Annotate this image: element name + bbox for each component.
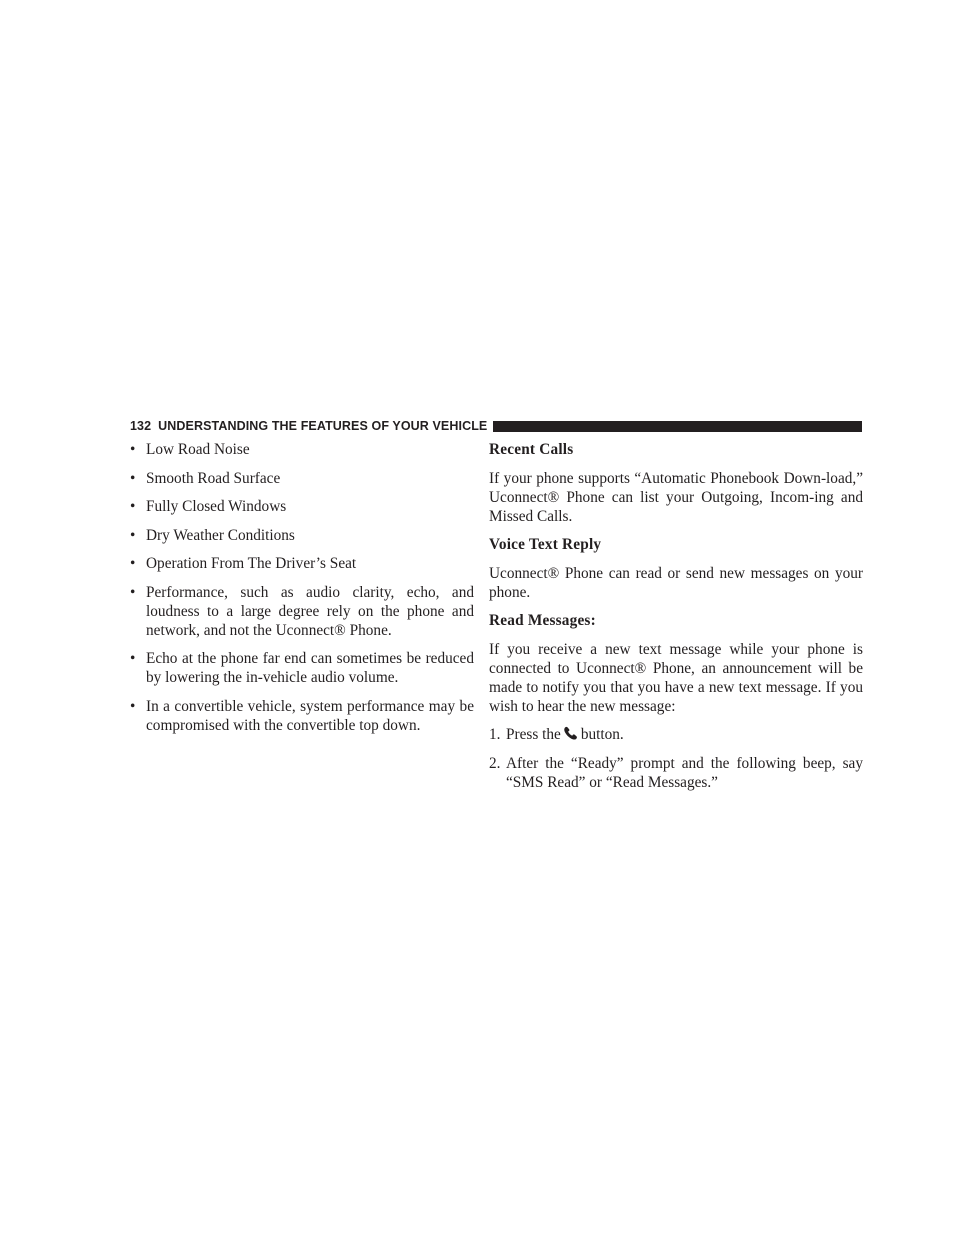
bullet-mark: •: [130, 697, 136, 715]
list-item-text: Echo at the phone far end can sometimes be reduced by lowering the in-vehicle audio volume.: [146, 650, 474, 686]
bullet-mark: •: [130, 526, 136, 544]
bullet-mark: •: [130, 469, 136, 487]
header-rule: [493, 421, 862, 432]
step-1: [489, 725, 863, 744]
list-item: [130, 497, 474, 516]
page-header: [130, 418, 862, 434]
right-column: [489, 440, 863, 801]
recent-calls-heading: Recent Calls: [489, 441, 574, 458]
list-item: [130, 697, 474, 735]
left-column: [130, 440, 474, 744]
bullet-mark: •: [130, 555, 136, 572]
step-2: [489, 754, 863, 792]
list-item: [130, 649, 474, 687]
step-text-after-icon: button.: [580, 726, 624, 743]
bullet-mark: •: [130, 441, 136, 458]
voice-text-reply-body: Uconnect® Phone can read or send new messages on your phone.: [489, 564, 863, 601]
list-item: [130, 469, 474, 488]
conditions-list: [130, 440, 474, 735]
bullet-mark: •: [130, 583, 136, 601]
list-item-text: In a convertible vehicle, system performance may be compromised with the convertible top down.: [146, 697, 474, 734]
read-messages-body: If you receive a new text message while your phone is connected to Uconnect® Phone, an announcement will be made to notify you that you have a new text message. If you wish to hear the new message:: [489, 640, 863, 715]
list-item: [130, 526, 474, 545]
list-item: [130, 440, 474, 459]
list-item-text: Fully Closed Windows: [146, 498, 287, 515]
list-item-text: Smooth Road Surface: [146, 469, 281, 487]
step-text: After the “Ready” prompt and the following beep, say “SMS Read” or “Read Messages.”: [506, 754, 863, 791]
bullet-mark: •: [130, 650, 136, 667]
voice-text-reply-heading: Voice Text Reply: [489, 536, 602, 553]
step-text-before-icon: Press the: [506, 726, 561, 743]
step-number: 1.: [489, 726, 501, 743]
bullet-mark: •: [130, 498, 136, 515]
read-messages-heading: Read Messages:: [489, 612, 596, 629]
section-title: UNDERSTANDING THE FEATURES OF YOUR VEHICLE: [158, 419, 488, 433]
list-item-text: Operation From The Driver’s Seat: [146, 555, 357, 572]
list-item-text: Performance, such as audio clarity, echo, and loudness to a large degree rely on the phone and network, and not the Uconnect® Phone.: [146, 583, 474, 639]
phone-icon: [563, 726, 580, 740]
list-item-text: Low Road Noise: [146, 441, 250, 458]
list-item: [130, 554, 474, 573]
list-item-text: Dry Weather Conditions: [146, 526, 295, 544]
page-number: 132: [130, 419, 152, 433]
recent-calls-body: If your phone supports “Automatic Phonebook Down-load,” Uconnect® Phone can list your Outgoing, Incom-ing and Missed Calls.: [489, 469, 863, 525]
step-number: 2.: [489, 754, 501, 772]
list-item: [130, 583, 474, 640]
